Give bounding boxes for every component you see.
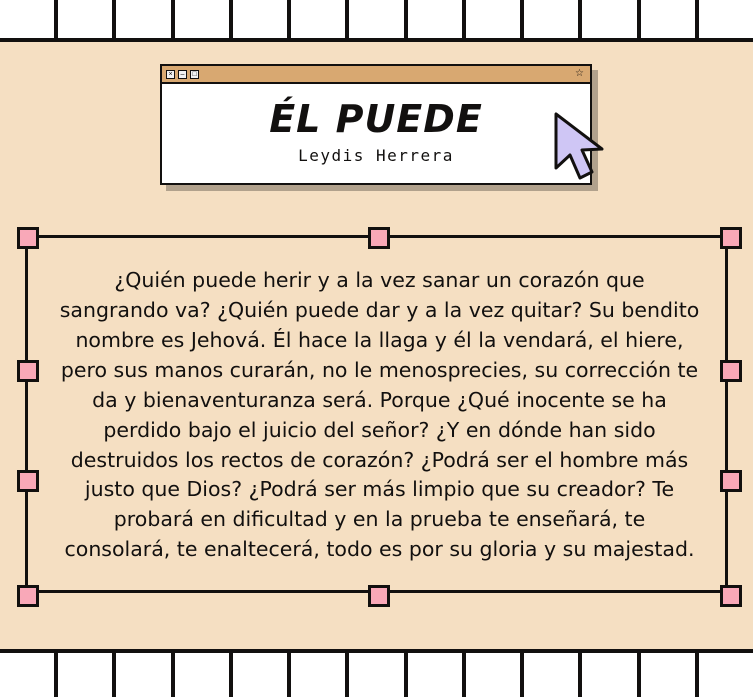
tick-mark (349, 653, 407, 697)
bottom-tick-border (0, 649, 753, 697)
tick-mark (116, 0, 174, 38)
tick-mark (58, 653, 116, 697)
page-title: ÉL PUEDE (269, 97, 483, 141)
resize-handle-middle-left-lower[interactable] (17, 470, 39, 492)
resize-handle-top-center[interactable] (368, 227, 390, 249)
tick-mark (175, 0, 233, 38)
tick-mark (291, 653, 349, 697)
resize-handle-bottom-center[interactable] (368, 585, 390, 607)
title-window[interactable] (160, 64, 592, 185)
maximize-icon[interactable]: □ (190, 70, 199, 79)
tick-mark (524, 0, 582, 38)
resize-handle-middle-right-upper[interactable] (720, 360, 742, 382)
tick-mark (641, 653, 699, 697)
resize-handle-bottom-right[interactable] (720, 585, 742, 607)
window-controls[interactable] (166, 70, 199, 79)
resize-handle-bottom-left[interactable] (17, 585, 39, 607)
window-titlebar[interactable] (162, 66, 590, 84)
tick-mark (466, 0, 524, 38)
tick-mark (641, 0, 699, 38)
tick-mark (408, 653, 466, 697)
selected-text-block[interactable] (25, 235, 728, 593)
tick-mark (233, 0, 291, 38)
tick-mark (699, 0, 753, 38)
tick-mark (233, 653, 291, 697)
tick-mark (0, 0, 58, 38)
tick-mark (466, 653, 524, 697)
tick-mark (349, 0, 407, 38)
window-body (162, 84, 590, 183)
close-icon[interactable]: × (166, 70, 175, 79)
resize-handle-top-left[interactable] (17, 227, 39, 249)
star-icon[interactable]: ☆ (575, 68, 584, 79)
resize-handle-middle-left-upper[interactable] (17, 360, 39, 382)
tick-mark (582, 653, 640, 697)
tick-mark (582, 0, 640, 38)
minimize-icon[interactable]: – (178, 70, 187, 79)
tick-mark (116, 653, 174, 697)
tick-mark (0, 653, 58, 697)
document-canvas (0, 42, 753, 649)
tick-mark (58, 0, 116, 38)
resize-handle-middle-right-lower[interactable] (720, 470, 742, 492)
tick-mark (175, 653, 233, 697)
top-tick-border (0, 0, 753, 42)
resize-handle-top-right[interactable] (720, 227, 742, 249)
tick-mark (524, 653, 582, 697)
tick-mark (699, 653, 753, 697)
tick-mark (408, 0, 466, 38)
tick-mark (291, 0, 349, 38)
author-name: Leydis Herrera (298, 146, 454, 165)
poem-body-text: ¿Quién puede herir y a la vez sanar un corazón que sangrando va? ¿Quién puede dar y a la vez quitar? Su bendito nombre es Jehová. Él hace la llaga y él la vendará, el hiere, pero sus manos curarán, no le menosprecies, su corrección te da y bienaventuranza será. Porque ¿Qué inocente se ha perdido bajo el juicio del señor? ¿Y en dónde han sido destruidos los rectos de corazón? ¿Podrá ser el hombre más justo que Dios? ¿Podrá ser más limpio que su creador? Te probará en dificultad y en la prueba te enseñará, te consolará, te enaltecerá, todo es por su gloria y su majestad. (59, 268, 700, 562)
